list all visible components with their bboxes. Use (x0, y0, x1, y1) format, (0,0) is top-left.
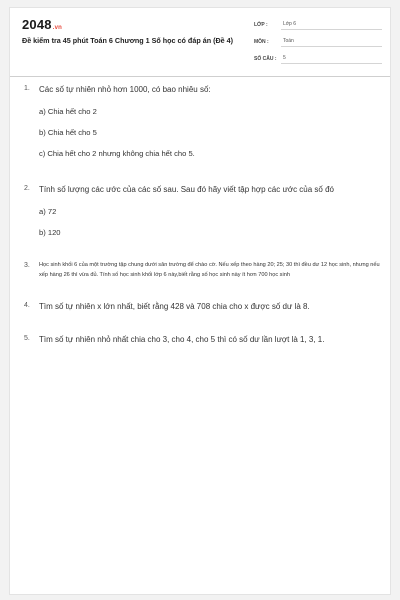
meta-row-question-count (254, 50, 382, 64)
question-option: c) Chia hết cho 2 nhưng không chia hết cho 5. (39, 149, 195, 158)
question-3 (24, 261, 380, 280)
question-options (39, 107, 380, 159)
question-1 (24, 84, 380, 170)
meta-label-question-count: SỐ CÂU : (254, 56, 277, 62)
question-option: a) Chia hết cho 2 (39, 107, 97, 116)
question-body (39, 84, 380, 170)
question-2 (24, 184, 380, 249)
meta-value-subject: Toán (281, 38, 382, 47)
question-list (24, 84, 380, 345)
question-body (39, 301, 380, 312)
question-number: 4. (24, 302, 30, 309)
question-4 (24, 301, 380, 312)
meta-value-class: Lớp 6 (281, 21, 382, 30)
question-text: Học sinh khối 6 của một trường tập chung dưới sân trường để chào cờ. Nếu xếp theo hàng 20; 25; 30 thì đều dư 12 học sinh, nhưng nếu xếp hàng 26 thì vừa đủ. Tính số học sinh khối lớp 6 này,biết rằng số học sinh này ít hơn 700 học sinh (39, 262, 380, 278)
question-text: Tìm số tự nhiên x lớn nhất, biết rằng 428 và 708 chia cho x được số dư là 8. (39, 302, 310, 311)
question-body (39, 261, 380, 280)
site-logo[interactable] (22, 17, 62, 32)
question-options (39, 207, 380, 238)
meta-value-question-count: 5 (281, 55, 382, 64)
meta-row-class (254, 16, 382, 30)
question-number: 1. (24, 85, 30, 92)
question-body (39, 184, 380, 249)
question-number: 5. (24, 335, 30, 342)
meta-label-class: LỚP : (254, 22, 268, 28)
exam-title: Đề kiểm tra 45 phút Toán 6 Chương 1 Số học có đáp án (Đề 4) (22, 36, 234, 45)
question-text: Các số tự nhiên nhỏ hơn 1000, có bao nhiêu số: (39, 85, 211, 94)
exam-header (10, 8, 390, 77)
question-number: 2. (24, 185, 30, 192)
question-text: Tìm số tự nhiên nhỏ nhất chia cho 3, cho 4, cho 5 thì có số dư lần lượt là 1, 3, 1. (39, 335, 325, 344)
meta-row-subject (254, 33, 382, 47)
question-option: b) Chia hết cho 5 (39, 128, 97, 137)
logo-main: 2048 (22, 17, 52, 32)
meta-label-subject: MÔN : (254, 39, 269, 45)
question-text: Tính số lượng các ước của các số sau. Sau đó hãy viết tập hợp các ước của số đó (39, 185, 334, 194)
logo-tld: .vn (52, 25, 63, 31)
question-body (39, 334, 380, 345)
question-number: 3. (24, 262, 30, 269)
exam-page (9, 7, 391, 595)
question-5 (24, 334, 380, 345)
question-option: b) 120 (39, 228, 61, 237)
exam-meta (254, 16, 382, 67)
question-option: a) 72 (39, 207, 57, 216)
